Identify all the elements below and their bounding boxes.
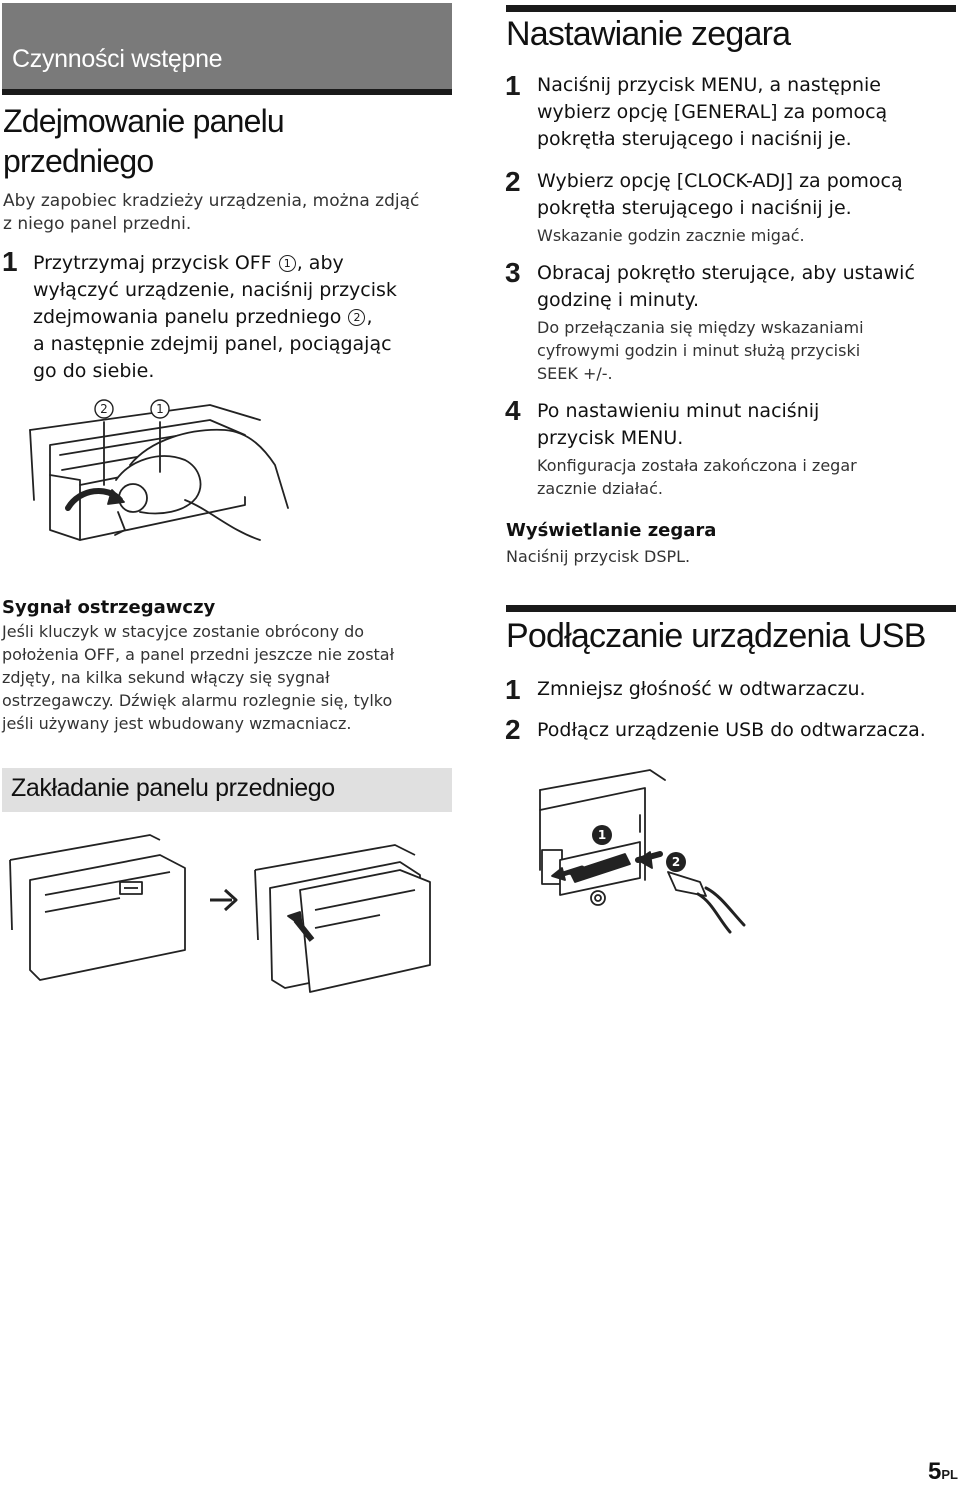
- detach-title: Zdejmowanie panelu przedniego: [3, 103, 284, 179]
- clock-step-3-note: Do przełączania się między wskazaniami cyfrowymi godzin i minut służą przyciski SEEK +/-.: [537, 318, 864, 383]
- clock-step-1: Naciśnij przycisk MENU, a następnie wybierz opcję [GENERAL] za pomocą pokrętła sterującego i naciśnij je.: [537, 74, 888, 150]
- detach-step-text: Przytrzymaj przycisk OFF 1 , aby wyłączyć urządzenie, naciśnij przycisk zdejmowania panelu przedniego 2 , a następnie zdejmij panel, pociągając go do siebie.: [33, 252, 397, 382]
- clock-display-text: Naciśnij przycisk DSPL.: [506, 547, 691, 566]
- clock-step-3-number: 3: [505, 257, 521, 288]
- clock-step-1-number: 1: [505, 70, 521, 101]
- usb-step-2: Podłącz urządzenie USB do odtwarzacza.: [537, 719, 926, 741]
- callout-1: 1: [279, 255, 296, 272]
- warning-text: Jeśli kluczyk w stacyjce zostanie obrócony do położenia OFF, a panel przedni jeszcze nie został zdjęty, na kilka sekund włączy się sygnał ostrzegawczy. Dźwięk alarmu rozlegnie się, tylko jeśli używany jest wbudowany wzmacniacz.: [2, 622, 395, 733]
- attach-title: Zakładanie panelu przedniego: [11, 774, 335, 802]
- detach-intro: Aby zapobiec kradzieży urządzenia, można zdjąć z niego panel przedni.: [3, 191, 420, 234]
- usb-callout-1: 1: [597, 828, 607, 842]
- usb-connect-illustration: [530, 760, 760, 935]
- illus-callout-1: 1: [156, 402, 164, 416]
- section-tag: [2, 3, 452, 95]
- usb-step-1-number: 1: [505, 674, 521, 705]
- attach-panel-illustration: [0, 820, 460, 1000]
- clock-step-4: Po nastawieniu minut naciśnij przycisk MENU.: [537, 400, 820, 449]
- usb-title: Podłączanie urządzenia USB: [506, 617, 926, 655]
- detach-panel-illustration: [20, 390, 300, 570]
- attach-title-bar: [2, 768, 452, 812]
- clock-step-2-note: Wskazanie godzin zacznie migać.: [537, 226, 805, 245]
- illus-callout-2: 2: [100, 402, 108, 416]
- usb-top-rule: [506, 605, 956, 612]
- clock-step-2: Wybierz opcję [CLOCK-ADJ] za pomocą pokrętła sterującego i naciśnij je.: [537, 170, 903, 219]
- warning-note: [2, 597, 452, 735]
- clock-top-rule: [506, 5, 956, 12]
- clock-title: Nastawianie zegara: [506, 15, 791, 53]
- clock-step-3: Obracaj pokrętło sterujące, aby ustawić godzinę i minuty.: [537, 262, 915, 311]
- detach-step-number: 1: [2, 246, 18, 277]
- usb-callout-2: 2: [671, 855, 681, 869]
- section-tag-label: Czynności wstępne: [12, 45, 223, 73]
- clock-step-4-number: 4: [505, 395, 521, 426]
- callout-2: 2: [348, 309, 365, 326]
- page-number: 5PL: [928, 1458, 958, 1485]
- warning-title: Sygnał ostrzegawczy: [2, 597, 216, 618]
- clock-step-2-number: 2: [505, 166, 521, 197]
- usb-step-2-number: 2: [505, 714, 521, 745]
- clock-step-4-note: Konfiguracja została zakończona i zegar zacznie działać.: [537, 456, 857, 498]
- clock-display-title: Wyświetlanie zegara: [506, 520, 717, 541]
- usb-step-1: Zmniejsz głośność w odtwarzaczu.: [537, 678, 866, 700]
